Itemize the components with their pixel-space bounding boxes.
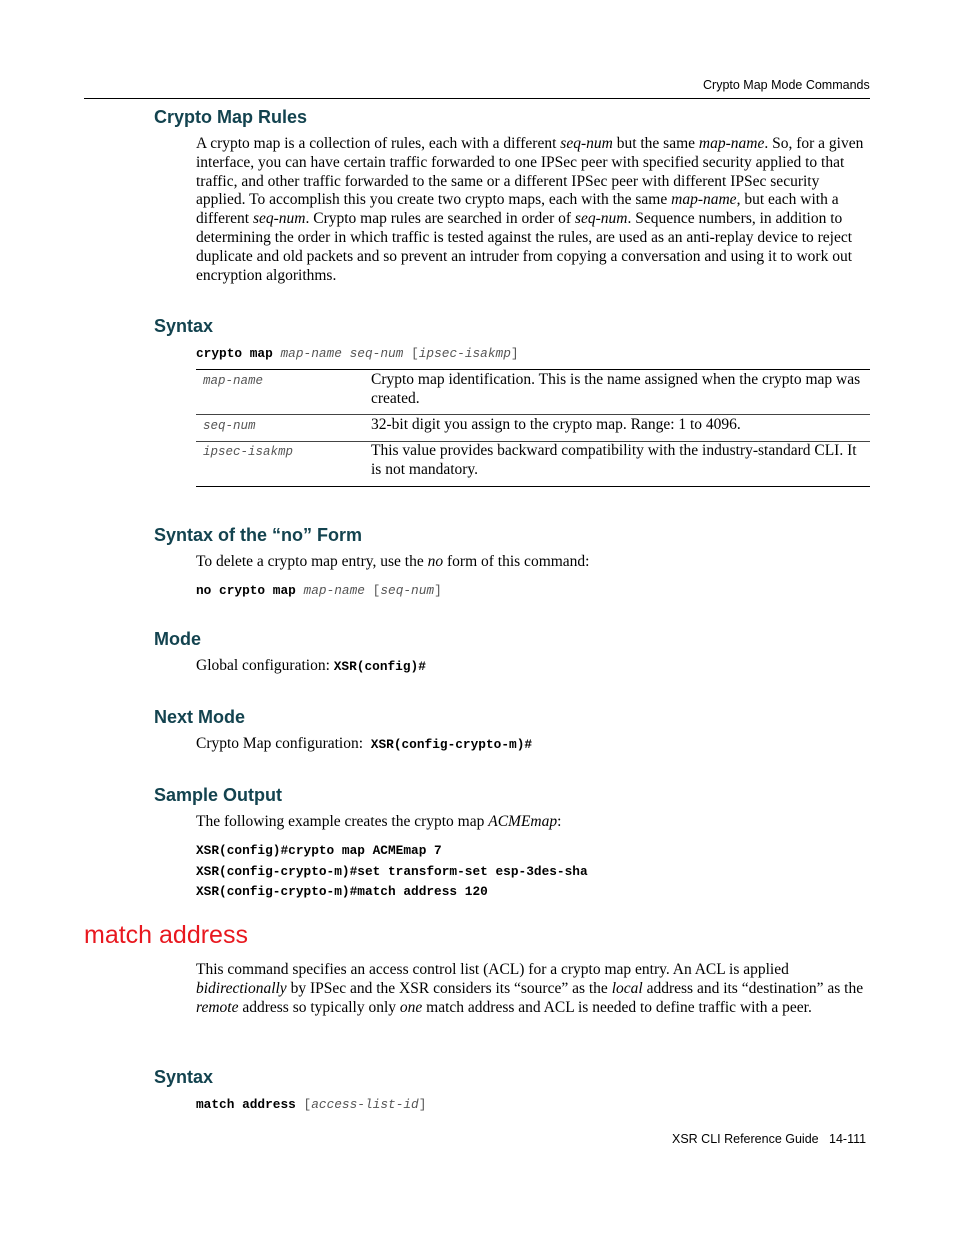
mode-paragraph: Global configuration: XSR(config)#	[196, 657, 426, 674]
crypto-map-rules-paragraph: A crypto map is a collection of rules, each with a different seq-num but the same map-name. So, for a given interface, you can have certain traffic forwarded to one IPSec peer with specified security applied to that traffic, and other traffic forwarded to the same or a different IPSec peer with different IPSec security applied. To accomplish this you create two crypto maps, each with the same map-name, but each with a different seq-num. Crypto map rules are searched in order of seq-num. Sequence numbers, in addition to determining the order in which traffic is tested against the rules, are used as an anti-replay device to reject duplicate and old packets and so prevent an intruder from copying a conversation and using it to work out encryption algorithms.	[196, 135, 864, 284]
syntax-command-line: crypto map map-name seq-num [ipsec-isakmp]	[196, 346, 519, 361]
no-form-command-line: no crypto map map-name [seq-num]	[196, 583, 442, 598]
match-address-paragraph: This command specifies an access control list (ACL) for a crypto map entry. An ACL is applied bidirectionally by IPSec and the XSR considers its “source” as the local address and its “destination” as the remote address so typically only one match address and ACL is needed to define traffic with a peer.	[196, 961, 864, 1016]
section-heading-mode: Mode	[154, 629, 201, 649]
section-heading-next-mode: Next Mode	[154, 707, 246, 727]
table-rule	[196, 414, 870, 415]
table-rule-bottom	[196, 486, 870, 487]
section-heading-sample-output: Sample Output	[154, 785, 283, 805]
header-rule	[84, 98, 870, 99]
param-description: Crypto map identification. This is the name assigned when the crypto map was created.	[371, 371, 861, 407]
section-heading-syntax-match-address: Syntax	[154, 1067, 214, 1087]
next-mode-paragraph: Crypto Map configuration: XSR(config-crypto-m)#	[196, 735, 533, 752]
code-line: XSR(config-crypto-m)#set transform-set esp-3des-sha	[196, 864, 588, 879]
section-heading-syntax: Syntax	[154, 316, 214, 336]
param-name: seq-num	[203, 419, 256, 433]
running-footer: XSR CLI Reference Guide 14-111	[672, 1132, 867, 1146]
table-rule-top	[196, 369, 870, 370]
param-description: This value provides backward compatibility with the industry-standard CLI. It is not mandatory.	[371, 442, 857, 478]
no-form-paragraph: To delete a crypto map entry, use the no form of this command:	[196, 553, 590, 570]
param-description: 32-bit digit you assign to the crypto map. Range: 1 to 4096.	[371, 416, 741, 433]
param-name: ipsec-isakmp	[203, 445, 294, 459]
param-name: map-name	[203, 374, 264, 388]
match-address-command-line: match address [access-list-id]	[196, 1097, 427, 1112]
command-title-match-address: match address	[84, 921, 248, 949]
section-heading-crypto-map-rules: Crypto Map Rules	[154, 107, 308, 127]
code-line: XSR(config-crypto-m)#match address 120	[196, 884, 488, 899]
section-heading-no-form: Syntax of the “no” Form	[154, 525, 363, 545]
running-header: Crypto Map Mode Commands	[703, 78, 870, 92]
sample-output-paragraph: The following example creates the crypto map ACMEmap:	[196, 813, 562, 830]
code-line: XSR(config)#crypto map ACMEmap 7	[196, 843, 442, 858]
